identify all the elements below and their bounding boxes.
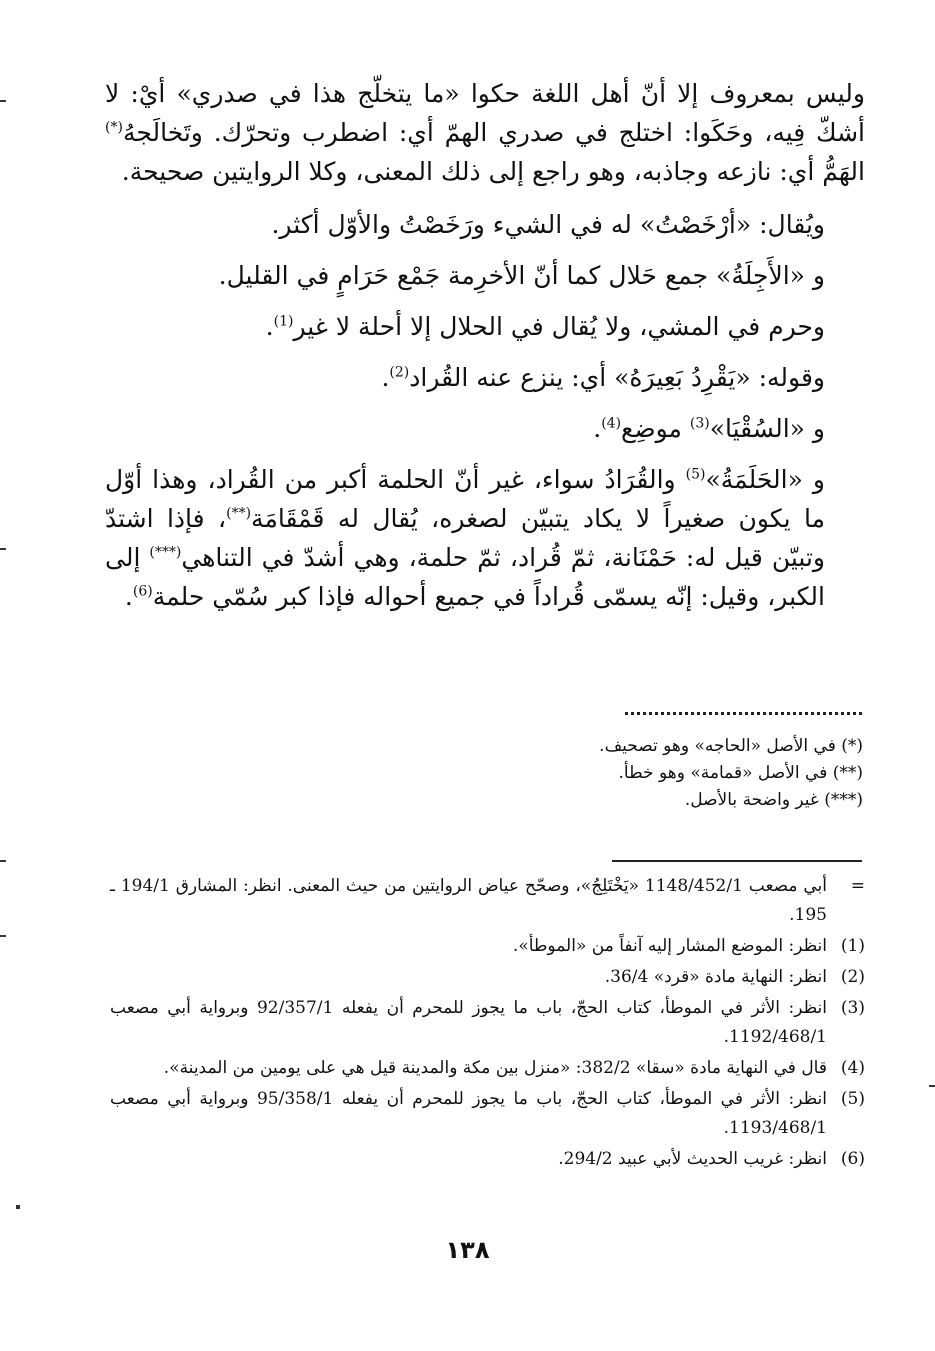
footnote-number: (6) — [840, 1149, 865, 1169]
paragraph-5: وقوله: «يَقْرِدُ بَعِيرَهُ» أي: ينزع عنه القُراد$^{(2)}$. — [381, 363, 825, 392]
footnote-text: انظر: الموضع المشار إليه آنفاً من «الموطأ». — [512, 936, 827, 956]
paragraph-6: و «السُقْيَا»$^{(3)}$ موضِع$^{(4)}$. — [593, 414, 825, 443]
footnote-text: انظر: الأثر في الموطأ، كتاب الحجّ، باب ما يجوز للمحرم أن يفعله 92/357/1 وبرواية أبي مصعب 1192/468/1. — [110, 998, 827, 1047]
dotted-separator — [625, 712, 862, 717]
editor-note: (***) غير واضحة بالأصل. — [684, 790, 863, 810]
footnote — [110, 1054, 865, 1083]
scan-mark — [16, 1205, 20, 1209]
scan-mark — [0, 100, 6, 102]
footnote — [110, 963, 865, 992]
paragraph-3: و «الأَجِلَةُ» جمع حَلال كما أنّ الأخرِمة جَمْع حَرَامٍ في القليل. — [218, 261, 825, 290]
footnote-separator — [612, 860, 862, 862]
footnote-number: (4) — [840, 1058, 865, 1078]
footnote-number: = — [850, 876, 865, 896]
editor-notes — [105, 733, 865, 814]
page-number: ١٣٨ — [445, 1236, 490, 1264]
scan-mark — [929, 1085, 935, 1087]
paragraph-2: ويُقال: «أرْخَصْتُ» له في الشيء ورَخَصْتُ والأوّل أكثر. — [271, 210, 825, 239]
footnote — [110, 1145, 865, 1174]
editor-note: (**) في الأصل «قمامة» وهو خطأ. — [618, 763, 863, 783]
footnote — [110, 1085, 865, 1143]
footnotes — [110, 872, 865, 1176]
scan-mark — [0, 935, 6, 937]
footnote-number: (1) — [840, 936, 865, 956]
paragraph-4: وحرم في المشي، ولا يُقال في الحلال إلا أحلة لا غير$^{(1)}$. — [265, 312, 825, 341]
footnote — [110, 932, 865, 961]
paragraph-7: و «الحَلَمَةُ»$^{(5)}$ والقُرَادُ سواء، غير أنّ الحلمة أكبر من القُراد، وهذا أوّل ما يكون صغيراً لا يكاد يتبيّن لصغره، يُقال له قَمْقَامَة(**)، فإذا اشتدّ وتبيّن قيل له: حَمْنَانة، ثمّ قُراد، ثمّ حلمة، وهي أشدّ في التناهي(***) إلى الكبر، وقيل: إنّه يسمّى قُراداً في جميع أحواله فإذا كبر سُمّي حلمة$^{(6)}$. — [105, 465, 825, 611]
footnote — [110, 872, 865, 930]
scan-mark — [0, 860, 6, 862]
footnote-number: (5) — [840, 1089, 865, 1109]
main-text — [105, 74, 865, 628]
footnote-text: انظر: النهاية مادة «قرد» 36/4. — [604, 967, 827, 987]
footnote-text: قال في النهاية مادة «سقا» 382/2: «منزل بين مكة والمدينة قيل هي على يومين من المدينة». — [163, 1058, 827, 1078]
footnote-text: انظر: الأثر في الموطأ، كتاب الحجّ، باب ما يجوز للمحرم أن يفعله 95/358/1 وبرواية أبي مصعب 1193/468/1. — [110, 1089, 827, 1138]
footnote-number: (2) — [840, 967, 865, 987]
paragraph-1: وليس بمعروف إلا أنّ أهل اللغة حكوا «ما يتخلّج هذا في صدري» أيْ: لا أشكّ فِيه، وحَكَوا: اختلج في صدري الهمّ أي: اضطرب وتحرّك. وتَخالَجهُ(*) الهَمُّ أي: نازعه وجاذبه، وهو راجع إلى ذلك المعنى، وكلا الروايتين صحيحة. — [105, 79, 865, 186]
footnote-text: انظر: غريب الحديث لأبي عبيد 294/2. — [558, 1149, 827, 1169]
footnote — [110, 994, 865, 1052]
scan-mark — [0, 548, 6, 550]
editor-note: (*) في الأصل «الحاجه» وهو تصحيف. — [599, 736, 863, 756]
footnote-text: أبي مصعب 1148/452/1 «يَخْتَلِجُ»، وصحّح عياض الروايتين من حيث المعنى. انظر: المشارق 194/1 ـ 195. — [110, 876, 827, 925]
footnote-number: (3) — [840, 998, 865, 1018]
